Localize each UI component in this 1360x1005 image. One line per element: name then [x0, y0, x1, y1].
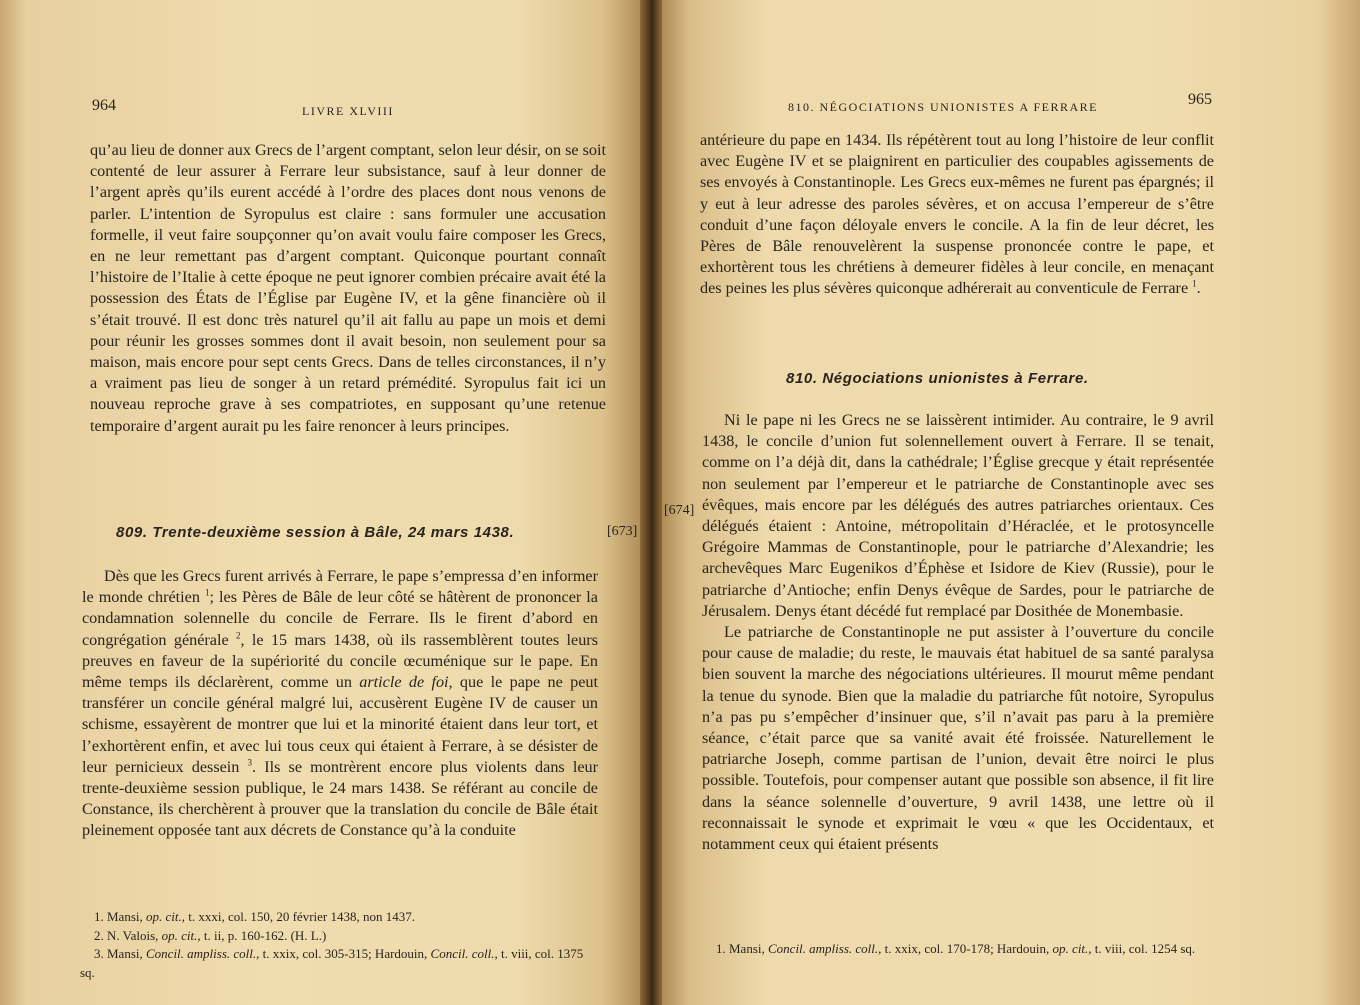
footnote-1: 1. Mansi, op. cit., t. xxxi, col. 150, 20 février 1438, non 1437.	[94, 909, 415, 924]
italic-text: article de foi,	[359, 673, 453, 692]
text-run: .	[1196, 279, 1201, 298]
book-gutter	[640, 0, 662, 1005]
paragraph: qu’au lieu de donner aux Grecs de l’argent comptant, selon leur désir, on se soit contenté de leur assurer à Ferrare leur subsistance, sauf à leur donner de l’argent après qu’ils eurent accédé à l’ordre des places dont nous venons de parler. L’intention de Syropulus est claire : sans formuler une accusation formelle, il veut faire soupçonner qu’on avait voulu faire composer les Grecs, en ne leur remettant pas d’argent comptant. Quiconque pourtant connaît l’histoire de l’Italie à cette époque ne peut ignorer combien précaire avait été la possession des États de l’Église par Eugène IV, et la gêne financière où il s’était trouvé. Il est donc très naturel qu’il ait fallu au pape un mois et demi pour réunir les grosses sommes dont il avait besoin, non seulement pour sa maison, mais encore pour sept cents Grecs. Dans de telles circonstances, il n’y a vraiment pas lieu de songer à un retard prémédité. Syropulus fait ici un nouveau reproche grave à ses compatriotes, en supposant qu’une retenue temporaire d’argent aurait pu les faire renoncer à leurs principes.	[90, 141, 606, 435]
text-run: , le 15 mars 1438, où ils rassemblèrent toutes leurs preuves en faveur de la supériorité du concile œcuménique sur le pape. En même temps ils déclarèrent, comme un	[82, 630, 599, 692]
text-run: que le pape ne peut transférer un concile général malgré lui, accusèrent Eugène IV de causer un schisme, essayèrent de montrer que lui et la minorité étaient dans leur tort, et l’exhortèrent enfin, et avec lui tous ceux qui étaient à Ferrare, à se désister de leur pernicieux dessein	[82, 673, 599, 776]
text-run: . Ils se montrèrent encore plus violents dans leur trente-deuxième session publique, le 24 mars 1438. Se référant au concile de Constance, ils cherchèrent à prouver que la translation du concile de Bâle était pleinement opposée tant aux décrets de Constance qu’à la conduite	[82, 757, 599, 840]
body-text-top	[700, 130, 1214, 300]
running-head: LIVRE XLVIII	[302, 104, 394, 118]
footnotes	[700, 940, 1216, 959]
body-text-top	[90, 140, 606, 437]
left-page	[0, 0, 648, 1005]
page-number: 965	[1188, 91, 1212, 108]
footnote-2: 2. N. Valois, op. cit., t. ii, p. 160-162. (H. L.)	[94, 927, 327, 943]
footnote-1: 1. Mansi, Concil. ampliss. coll., t. xxix, col. 170-178; Hardouin, op. cit., t. viii, col. 1254 sq.	[716, 941, 1196, 956]
body-text-bottom	[702, 410, 1214, 855]
paragraph: Ni le pape ni les Grecs ne se laissèrent intimider. Au contraire, le 9 avril 1438, le concile d’union fut solennellement ouvert à Ferrare. Il se tenait, comme on l’a déjà dit, dans la cathédrale; l’Église grecque y était représentée non seulement par l’empereur et le patriarche de Constantinople avec ses évêques, mais encore par les délégués des autres patriarches orientaux. Ces délégués étaient : Antoine, métropolitain d’Héraclée, et le protosyncelle Grégoire Mammas de Constantinople, pour le patriarche d’Alexandrie; les archevêques Marc Eugenikos d’Éphèse et Isidore de Kiev (Russie), pour le patriarche d’Antioche; enfin Denys évêque de Sardes, pour le patriarche de Jérusalem. Denys étant décédé fut remplacé par Dosithée de Monembasie.	[702, 411, 1214, 620]
paragraph	[700, 130, 1214, 300]
text-run: antérieure du pape en 1434. Ils répétèrent tout au long l’histoire de leur conflit avec Eugène IV et se plaignirent en particulier des coupables agissements de ses envoyés à Constantinople. Les Grecs eux-mêmes ne furent pas épargnés; il y eut à leur adresse des paroles sévères, et on accusa l’empereur de s’être conduit d’une façon déloyale envers le concile. A la fin de leur décret, les Pères de Bâle renouvelèrent la suspense prononcée contre le pape, et exhortèrent tous les chrétiens à demeurer fidèles à leur concile, en menaçant des peines les plus sévères quiconque adhérerait au conventicule de Ferrare	[700, 131, 1214, 298]
text-run: ; les Pères de Bâle de leur côté se hâtèrent de prononcer la condamnation solennelle du concile de Ferrare. Ils le firent d’abord en congrégation générale	[82, 588, 598, 649]
section-heading: 810. Négociations unionistes à Ferrare.	[786, 370, 1089, 387]
footnote-3: 3. Mansi, Concil. ampliss. coll., t. xxix, col. 305-315; Hardouin, Concil. coll., t. viii, col. 1375 sq.	[80, 946, 584, 980]
text-run: Dès que les Grecs furent arrivés à Ferrare, le pape s’empressa d’en informer le monde chrétien	[82, 567, 598, 607]
footnote-ref[interactable]: 2	[236, 630, 241, 641]
paragraph	[82, 566, 598, 842]
body-text-bottom	[82, 566, 598, 842]
footnotes	[80, 908, 600, 982]
margin-reference: [673]	[607, 524, 638, 539]
running-head: 810. NÉGOCIATIONS UNIONISTES A FERRARE	[788, 100, 1099, 114]
page-number: 964	[92, 97, 116, 114]
footnote-ref[interactable]: 1	[204, 587, 210, 598]
right-page	[654, 0, 1360, 1005]
margin-reference: [674]	[664, 503, 695, 518]
section-heading: 809. Trente-deuxième session à Bâle, 24 mars 1438.	[116, 524, 515, 541]
footnote-ref[interactable]: 3	[247, 757, 253, 768]
paragraph: Le patriarche de Constantinople ne put assister à l’ouverture du concile pour cause de maladie; du reste, le mauvais état habituel de sa santé paralysa bien souvent la marche des négociations ultérieures. Il mourut même pendant la tenue du synode. Bien que la maladie du patriarche fût notoire, Syropulus n’a pas pu s’empêcher d’insinuer que, s’il n’avait pas paru à la première séance, c’était parce que sa vanité avait été froissée. Naturellement le patriarche Joseph, comme partisan de l’union, devait être noirci le plus possible. Toutefois, pour compenser autant que possible son absence, il fit lire dans la séance solennelle d’ouverture, 9 avril 1438, une lettre où il reconnaissait le synode et exprimait le vœu « que les Occidentaux, et notamment ceux qui étaient présents	[702, 623, 1214, 854]
footnote-ref[interactable]: 1	[1192, 279, 1197, 290]
